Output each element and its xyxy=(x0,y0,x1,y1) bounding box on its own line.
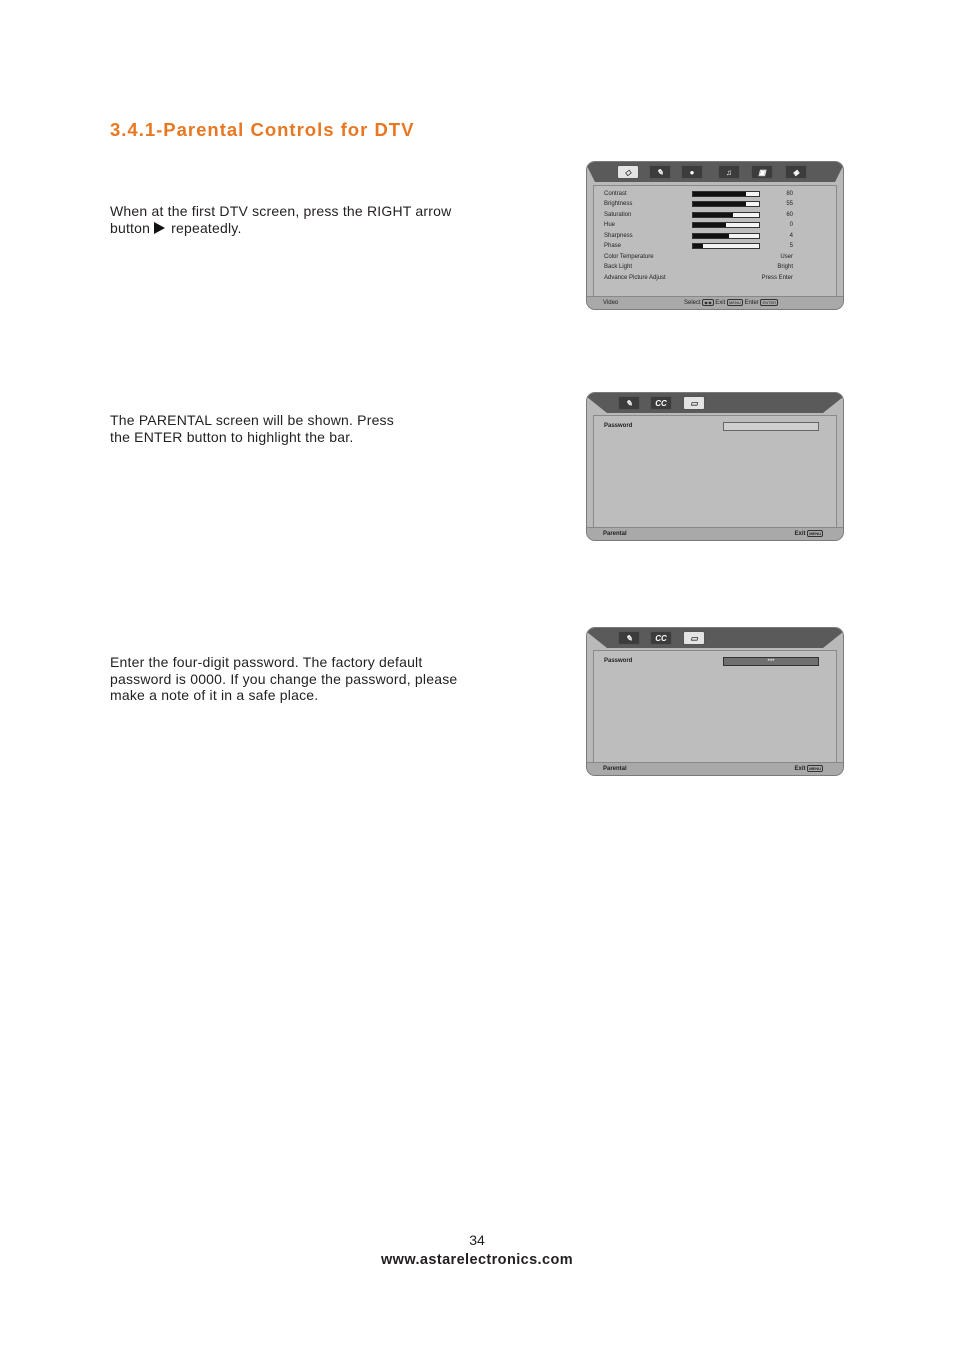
footer-exit-hint: Exit MENU xyxy=(794,765,821,772)
video-menu-screenshot xyxy=(586,161,844,310)
menu-row-saturation[interactable]: Saturation 60 xyxy=(604,212,793,218)
menu-row-advance-picture-adjust[interactable]: Advance Picture Adjust Press Enter xyxy=(604,275,793,281)
lock-icon[interactable]: ▭ xyxy=(683,396,705,410)
step-3-line-2: password is 0000. If you change the password, please xyxy=(110,670,458,687)
tv-icon[interactable]: ▣ xyxy=(751,165,773,179)
parental-panel xyxy=(593,415,837,528)
password-input[interactable] xyxy=(723,422,819,431)
step-1-line-2-after: repeatedly. xyxy=(171,219,242,236)
slider-bar[interactable] xyxy=(692,243,760,249)
step-2-text xyxy=(110,412,394,445)
parental-panel xyxy=(593,650,837,763)
audio-icon[interactable]: ● xyxy=(681,165,703,179)
website-url: www.astarelectronics.com xyxy=(381,1252,573,1268)
step-2-line-1: The PARENTAL screen will be shown. Press xyxy=(110,412,394,428)
menu-key-icon: MENU xyxy=(809,765,821,771)
slider-bar[interactable] xyxy=(692,222,760,228)
menu-row-phase[interactable]: Phase 5 xyxy=(604,243,793,249)
footer-menu-name: Parental xyxy=(603,531,627,537)
enter-key-icon: ENTER xyxy=(762,299,777,305)
menu-key-icon: MENU xyxy=(728,299,741,305)
menu-tab-strip xyxy=(587,162,843,182)
step-3-line-1: Enter the four-digit password. The factory default xyxy=(110,654,423,670)
wrench-icon[interactable]: ✎ xyxy=(618,631,640,645)
slider-bar[interactable] xyxy=(692,191,760,197)
slider-bar[interactable] xyxy=(692,201,760,207)
menu-row-color-temperature[interactable]: Color Temperature User xyxy=(604,254,793,260)
menu-footer xyxy=(587,296,843,309)
footer-hints: Select ◆/◆ Exit MENU Enter ENTER xyxy=(684,299,777,306)
menu-tab-strip xyxy=(587,393,843,413)
step-2-line-2: the ENTER button to highlight the bar. xyxy=(110,428,354,445)
slider-bar[interactable] xyxy=(692,212,760,218)
music-icon[interactable]: ♫ xyxy=(718,165,740,179)
step-1-line-2-before: button xyxy=(110,219,151,236)
picture-icon[interactable]: ◇ xyxy=(617,165,639,179)
gamepad-icon[interactable]: ◈ xyxy=(785,165,807,179)
step-3-text xyxy=(110,654,457,704)
parental-menu-screenshot-1 xyxy=(586,392,844,541)
wrench-icon[interactable]: ✎ xyxy=(618,396,640,410)
password-label: Password xyxy=(604,423,633,429)
video-settings-panel xyxy=(593,185,837,297)
footer-menu-name: Video xyxy=(603,300,619,306)
menu-row-hue[interactable]: Hue 0 xyxy=(604,222,793,228)
menu-tab-strip xyxy=(587,628,843,648)
cc-icon[interactable]: CC xyxy=(650,396,672,410)
menu-footer xyxy=(587,527,843,540)
cc-icon[interactable]: CC xyxy=(650,631,672,645)
menu-footer xyxy=(587,762,843,775)
slider-bar[interactable] xyxy=(692,233,760,239)
menu-key-icon: MENU xyxy=(809,530,821,536)
step-1-line-1: When at the first DTV screen, press the RIGHT arrow xyxy=(110,203,452,219)
page-number: 34 xyxy=(469,1232,485,1248)
right-triangle-icon xyxy=(154,222,165,234)
password-input-highlighted[interactable]: *** xyxy=(723,657,819,666)
menu-row-brightness[interactable]: Brightness 55 xyxy=(604,201,793,207)
parental-menu-screenshot-2 xyxy=(586,627,844,776)
footer-menu-name: Parental xyxy=(603,766,627,772)
menu-row-back-light[interactable]: Back Light Bright xyxy=(604,264,793,270)
footer-exit-hint: Exit MENU xyxy=(794,530,821,537)
password-label: Password xyxy=(604,658,633,664)
step-3-line-3: make a note of it in a safe place. xyxy=(110,687,319,703)
lock-icon[interactable]: ▭ xyxy=(683,631,705,645)
step-1-text xyxy=(110,203,451,236)
tools-icon[interactable]: ✎ xyxy=(649,165,671,179)
arrow-keys-icon: ◆/◆ xyxy=(704,299,712,305)
menu-row-contrast[interactable]: Contrast 80 xyxy=(604,191,793,197)
menu-row-sharpness[interactable]: Sharpness 4 xyxy=(604,233,793,239)
section-title: 3.4.1-Parental Controls for DTV xyxy=(110,119,415,140)
